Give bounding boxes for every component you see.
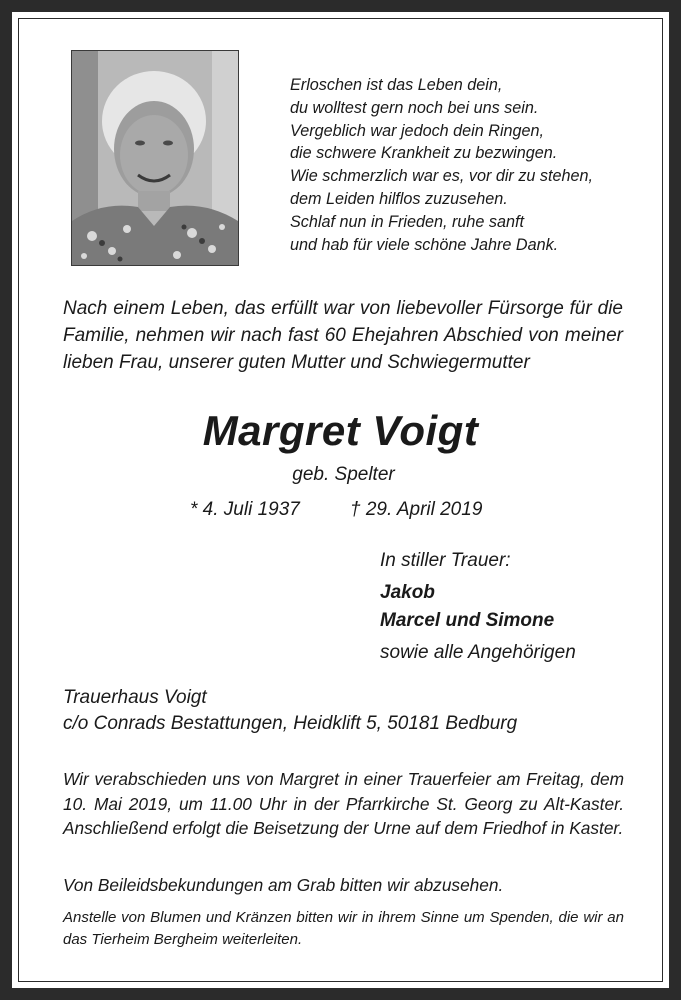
mourners	[380, 547, 640, 667]
mourner-name: Marcel und Simone	[380, 610, 555, 631]
poem-line: Vergeblich war jedoch dein Ringen,	[290, 121, 545, 140]
poem-line: und hab für viele schöne Jahre Dank.	[290, 235, 559, 254]
address-block	[63, 685, 623, 737]
address-line: c/o Conrads Bestattungen, Heidklift 5, 50181 Bedburg	[63, 713, 518, 734]
poem-line: dem Leiden hilflos zuzusehen.	[290, 189, 508, 208]
donation-note: Anstelle von Blumen und Kränzen bitten wir in ihrem Sinne um Spenden, die wir an das Tierheim Bergheim weiterleiten.	[63, 909, 624, 948]
poem-line: Erloschen ist das Leben dein,	[290, 76, 503, 94]
poem-line: Wie schmerzlich war es, vor dir zu stehen,	[290, 167, 594, 186]
mourner-name: Jakob	[380, 582, 435, 603]
intro-text: Nach einem Leben, das erfüllt war von liebevoller Fürsorge für die Familie, nehmen wir nach fast 60 Ehejahren Abschied von meiner lieben Frau, unserer guten Mutter und Schwiegermutter	[63, 298, 623, 373]
death-date: † 29. April 2019	[350, 499, 483, 520]
poem	[290, 74, 650, 256]
birth-name: geb. Spelter	[292, 464, 395, 485]
birth-date: * 4. Juli 1937	[190, 499, 300, 520]
ceremony-text: Wir verabschieden uns von Margret in einer Trauerfeier am Freitag, dem 10. Mai 2019, um 11.00 Uhr in der Pfarrkirche St. Georg zu Alt-Kaster. Anschließend erfolgt die Beisetzung der Urne auf dem Friedhof in Kaster.	[63, 769, 624, 838]
mourners-others: sowie alle Angehörigen	[380, 642, 576, 663]
condolence-note: Von Beileidsbekundungen am Grab bitten wir abzusehen.	[63, 875, 504, 895]
portrait-photo	[71, 50, 239, 266]
life-dates	[190, 497, 530, 523]
poem-line: Schlaf nun in Frieden, ruhe sanft	[290, 212, 524, 231]
address-line: Trauerhaus Voigt	[63, 687, 207, 708]
mourners-heading: In stiller Trauer:	[380, 550, 511, 571]
poem-line: die schwere Krankheit zu bezwingen.	[290, 144, 558, 163]
poem-line: du wolltest gern noch bei uns sein.	[290, 98, 539, 117]
deceased-name: Margret Voigt	[202, 407, 479, 454]
